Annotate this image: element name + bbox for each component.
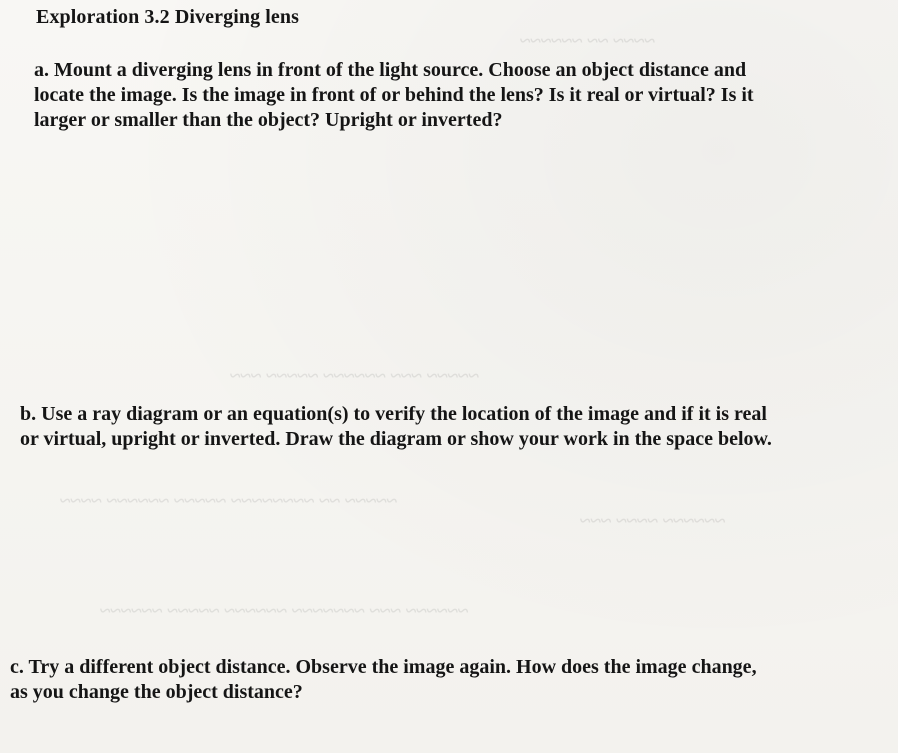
bleed-through-mark: ~~~~~~ ~~~~ ~~~ [580, 510, 726, 532]
question-text-line: or virtual, upright or inverted. Draw the diagram or show your work in the space below. [20, 428, 772, 450]
question-part-a [34, 58, 854, 133]
question-text-line: b. Use a ray diagram or an equation(s) to verify the location of the image and if it is real [20, 403, 767, 425]
question-text-line: locate the image. Is the image in front of or behind the lens? Is it real or virtual? Is it [34, 84, 754, 106]
bleed-through-mark: ~~~~~~ ~~~ ~~~~~~~ ~~~~~~ ~~~~~ ~~~~~~ [100, 600, 469, 622]
question-text-line: larger or smaller than the object? Upright or inverted? [34, 109, 503, 131]
exploration-title: Exploration 3.2 Diverging lens [36, 6, 300, 28]
question-text-line: c. Try a different object distance. Observe the image again. How does the image change, [10, 656, 757, 678]
bleed-through-mark: ~~~~~ ~~~ ~~~~~~ ~~~~~ ~~~ [230, 365, 479, 387]
question-text-line: as you change the object distance? [10, 681, 303, 703]
question-text-line: a. Mount a diverging lens in front of the light source. Choose an object distance and [34, 59, 747, 81]
bleed-through-mark: ~~~~~ ~~ ~~~~~~~~ ~~~~~ ~~~~~~ ~~~~ [60, 490, 398, 512]
question-part-b [20, 402, 880, 452]
bleed-through-mark: ~~~~ ~~ ~~~~~~ [520, 30, 655, 52]
question-part-c [10, 655, 890, 705]
